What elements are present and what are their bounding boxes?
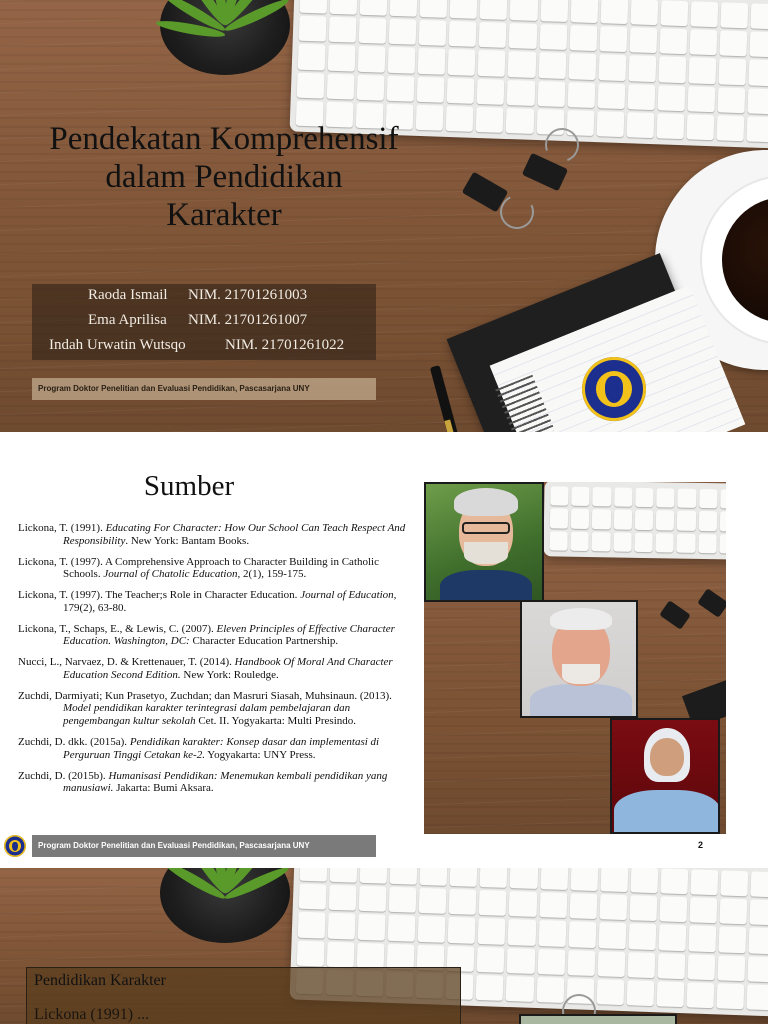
portrait-photo <box>610 718 720 834</box>
program-label: Program Doktor Penelitian dan Evaluasi Pendidikan, Pascasarjana UNY <box>32 835 376 857</box>
reference-text: Yogyakarta: UNY Press. <box>204 748 316 761</box>
portrait-photo <box>424 482 544 602</box>
reference-item <box>18 522 410 547</box>
reference-list <box>18 522 410 803</box>
presentation-title <box>14 120 434 234</box>
authors-box <box>32 284 376 360</box>
portrait-photo <box>519 1014 677 1024</box>
reference-text: . New York: Bantam Books. <box>125 534 250 547</box>
reference-item <box>18 736 410 761</box>
reference-italic: Journal of Education, <box>300 589 397 602</box>
photo-collage <box>424 482 726 834</box>
university-logo <box>582 357 646 421</box>
program-label: Program Doktor Penelitian dan Evaluasi Pendidikan, Pascasarjana UNY <box>32 378 376 400</box>
slide-content <box>0 868 768 1024</box>
reference-text: New York: Rouledge. <box>180 668 279 681</box>
reference-text: Zuchdi, D. (2015b). <box>18 769 109 782</box>
reference-item <box>18 690 410 728</box>
author-name: Indah Urwatin Wutsqo <box>49 337 186 353</box>
author-nim: NIM. 21701261022 <box>225 337 345 353</box>
reference-italic: Handbook Of Moral And Character Education Second Edition. <box>63 656 393 681</box>
plant-decoration <box>150 0 310 90</box>
reference-italic: Eleven Principles of Effective Character Education. Washington, DC: <box>63 622 395 648</box>
slide-heading: Sumber <box>143 470 235 502</box>
reference-item <box>18 556 410 581</box>
portrait-photo <box>520 600 638 718</box>
author-nim: NIM. 21701261003 <box>188 287 308 303</box>
title-line: Karakter <box>166 197 282 233</box>
title-line: Pendekatan Komprehensif <box>49 121 399 157</box>
reference-italic: Humanisasi Pendidikan: Menemukan kembali pendidikan yang manusiawi. <box>63 769 388 795</box>
plant-decoration <box>150 868 310 958</box>
reference-item <box>18 623 410 648</box>
reference-item <box>18 656 410 681</box>
reference-text: Character Education Partnership. <box>189 635 339 648</box>
reference-text: Zuchdi, D. dkk. (2015a). <box>18 736 130 749</box>
reference-text: Lickona, T. (1991). <box>18 522 106 534</box>
reference-italic: Model pendidikan karakter terintegrasi dalam pembelajaran dan pengembangan kultur sekolah <box>63 702 351 727</box>
author-nim: NIM. 21701261007 <box>188 312 308 328</box>
reference-item <box>18 770 410 795</box>
reference-item <box>18 589 410 614</box>
reference-text: Zuchdi, Darmiyati; Kun Prasetyo, Zuchdan; dan Masruri Siasah, Muhsinaun. (2013). <box>18 689 392 702</box>
reference-text: Lickona, T., Schaps, E., & Lewis, C. (2007). <box>18 622 217 635</box>
title-line: dalam Pendidikan <box>105 159 343 195</box>
university-logo <box>4 835 26 857</box>
keyboard-decoration <box>543 482 726 560</box>
reference-text: Lickona, T. (1997). A Comprehensive Approach to Character Building in Catholic Schools. <box>18 555 379 581</box>
reference-italic: Pendidikan karakter: Konsep dasar dan implementasi di Perguruan Tinggi Cetakan ke-2. <box>63 736 380 761</box>
reference-text: 179(2), 63-80. <box>63 601 127 614</box>
reference-text: Nucci, L., Narvaez, D. & Krettenauer, T. (2014). <box>18 656 235 669</box>
content-heading: Pendidikan Karakter <box>34 972 166 989</box>
reference-italic: Journal of Chatolic Education, <box>103 568 241 581</box>
author-name: Raoda Ismail <box>88 287 168 303</box>
author-name: Ema Aprilisa <box>88 312 167 328</box>
slide-title <box>0 0 768 432</box>
reference-text: Cet. II. Yogyakarta: Multi Presindo. <box>195 714 357 727</box>
reference-text: Lickona, T. (1997). The Teacher;s Role in Character Education. <box>18 589 301 602</box>
reference-text: 2(1), 159-175. <box>240 568 307 581</box>
content-text: Lickona (1991) ... <box>34 1006 150 1023</box>
reference-text: Jakarta: Bumi Aksara. <box>113 782 214 795</box>
slide-sources <box>0 432 768 868</box>
content-box <box>26 967 461 1024</box>
reference-italic: Educating For Character: How Our School Can Teach Respect And Responsibility <box>63 522 406 547</box>
page-number: 2 <box>698 840 704 850</box>
